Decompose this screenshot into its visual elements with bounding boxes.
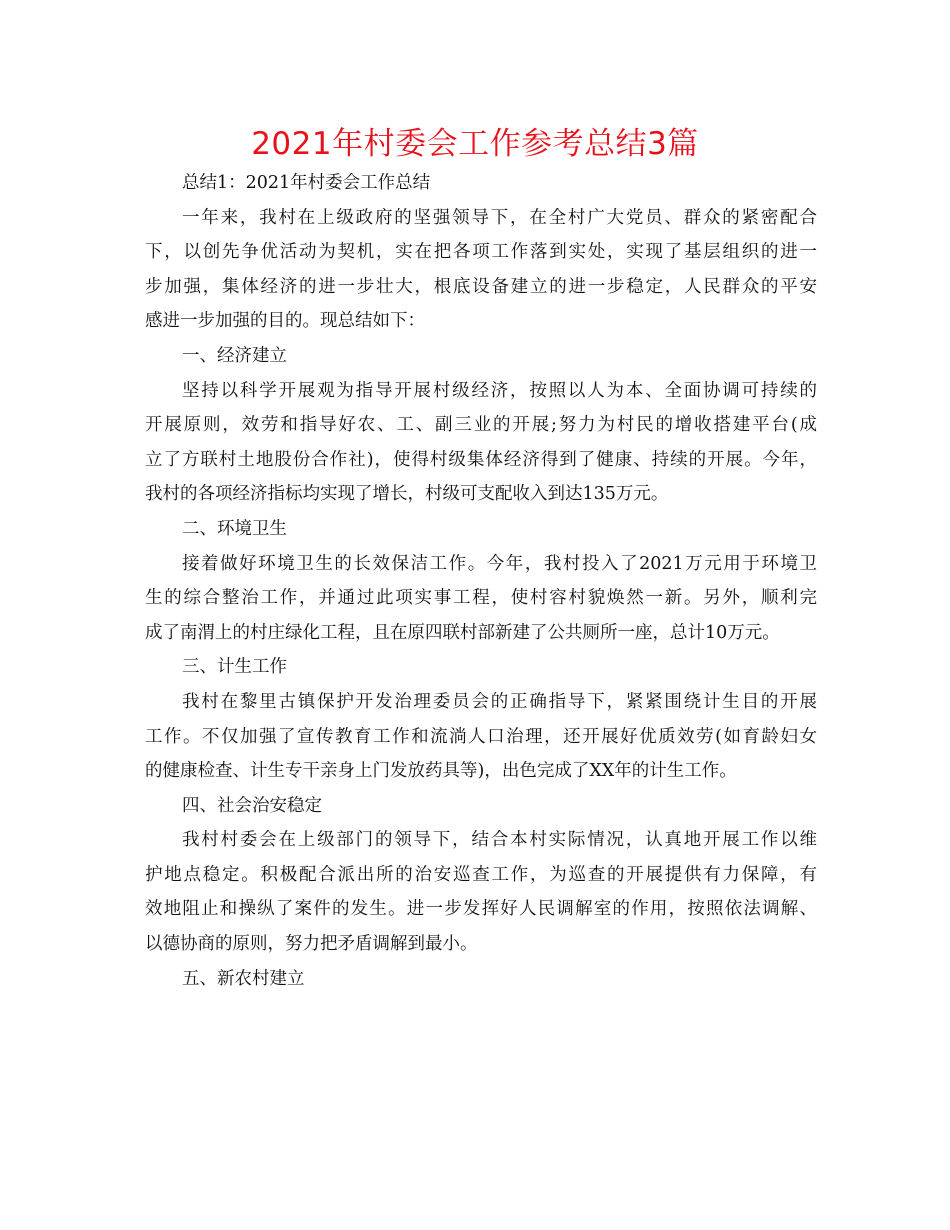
paragraph-line: 接着做好环境卫生的长效保洁工作。今年，我村投入了2021万元用于环境卫 [182, 553, 817, 574]
section-heading: 二、环境卫生 [182, 518, 287, 539]
paragraph-line: 我村在黎里古镇保护开发治理委员会的正确指导下，紧紧围绕计生目的开展 [182, 691, 817, 712]
document-body [145, 166, 817, 996]
paragraph-line: 的健康检查、计生专干亲身上门发放药具等)，出色完成了XX年的计生工作。 [145, 761, 737, 782]
paragraph-line: 效地阻止和操纵了案件的发生。进一步发挥好人民调解室的作用，按照依法调解、 [145, 899, 817, 920]
section-heading: 四、社会治安稳定 [182, 795, 322, 816]
section-heading: 一、经济建立 [182, 345, 287, 366]
paragraph-line: 成了南渭上的村庄绿化工程，且在原四联村部新建了公共厕所一座，总计10万元。 [145, 622, 780, 643]
paragraph-line: 以德协商的原则，努力把矛盾调解到最小。 [145, 934, 478, 955]
paragraph-line: 我村的各项经济指标均实现了增长，村级可支配收入到达135万元。 [145, 484, 669, 505]
paragraph-line: 感进一步加强的目的。现总结如下： [145, 311, 425, 332]
summary-heading: 总结1：2021年村委会工作总结 [182, 173, 431, 193]
paragraph-line: 下，以创先争优活动为契机，实在把各项工作落到实处，实现了基层组织的进一 [145, 242, 817, 263]
paragraph-line: 生的综合整治工作，并通过此项实事工程，使村容村貌焕然一新。另外，顺利完 [145, 588, 817, 609]
section-heading: 五、新农村建立 [182, 968, 305, 989]
paragraph-line: 一年来，我村在上级政府的坚强领导下，在全村广大党员、群众的紧密配合 [182, 207, 817, 228]
paragraph-line: 立了方联村土地股份合作社)，使得村级集体经济得到了健康、持续的开展。今年， [145, 449, 817, 470]
paragraph-line: 我村村委会在上级部门的领导下，结合本村实际情况，认真地开展工作以维 [182, 830, 817, 851]
paragraph-line: 开展原则，效劳和指导好农、工、副三业的开展;努力为村民的增收搭建平台(成 [145, 415, 817, 436]
paragraph-line: 工作。不仅加强了宣传教育工作和流淌人口治理，还开展好优质效劳(如育龄妇女 [145, 726, 817, 747]
paragraph-line: 坚持以科学开展观为指导开展村级经济，按照以人为本、全面协调可持续的 [182, 380, 817, 401]
paragraph-line: 护地点稳定。积极配合派出所的治安巡查工作，为巡查的开展提供有力保障，有 [145, 864, 817, 885]
section-heading: 三、计生工作 [182, 657, 287, 678]
document-title: 2021年村委会工作参考总结3篇 [251, 126, 699, 162]
paragraph-line: 步加强，集体经济的进一步壮大，根底设备建立的进一步稳定，人民群众的平安 [145, 276, 817, 297]
